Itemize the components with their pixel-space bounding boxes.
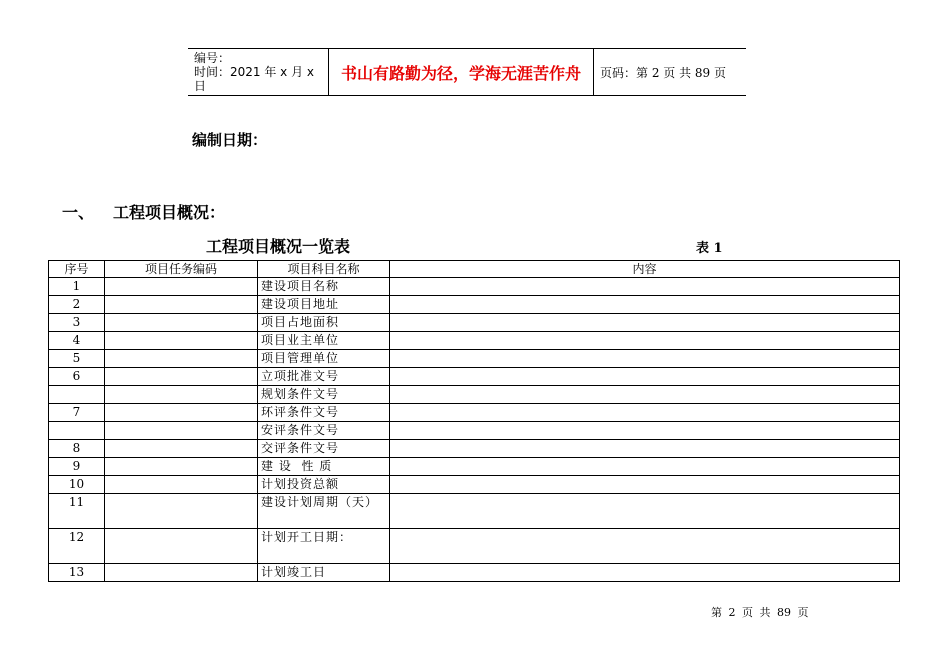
- compile-date-label: 编制日期：: [192, 131, 268, 149]
- table-title: 工程项目概况一览表: [206, 237, 351, 256]
- row-code: [105, 440, 258, 458]
- row-index: [49, 422, 105, 440]
- table-row: [49, 458, 900, 476]
- row-index: 11: [49, 494, 105, 529]
- row-name: 项目占地面积: [258, 314, 390, 332]
- row-name: 规划条件文号: [258, 386, 390, 404]
- table-row: [49, 350, 900, 368]
- row-name: 建设计划周期（天）: [258, 494, 390, 529]
- row-content: [390, 458, 900, 476]
- table-row: [49, 296, 900, 314]
- row-name: 立项批准文号: [258, 368, 390, 386]
- row-content: [390, 476, 900, 494]
- row-content: [390, 404, 900, 422]
- row-code: [105, 404, 258, 422]
- row-code: [105, 494, 258, 529]
- row-index: 7: [49, 404, 105, 422]
- row-code: [105, 314, 258, 332]
- row-name: 项目业主单位: [258, 332, 390, 350]
- header-page-info: 页码：第 2 页 共 89 页: [600, 65, 726, 80]
- table-row: [49, 332, 900, 350]
- table-row: [49, 476, 900, 494]
- header-index: 序号: [49, 261, 105, 278]
- table-row: [49, 440, 900, 458]
- row-content: [390, 564, 900, 582]
- page-footer: 第 2 页 共 89 页: [711, 606, 809, 619]
- project-overview-table: [48, 260, 900, 582]
- row-code: [105, 278, 258, 296]
- row-name: 建设项目名称: [258, 278, 390, 296]
- row-code: [105, 350, 258, 368]
- row-code: [105, 386, 258, 404]
- row-content: [390, 529, 900, 564]
- section-number: 一、: [62, 203, 95, 222]
- row-code: [105, 564, 258, 582]
- row-index: 4: [49, 332, 105, 350]
- header-info: [188, 49, 329, 95]
- row-content: [390, 314, 900, 332]
- row-name: 建设项目地址: [258, 296, 390, 314]
- table-row: [49, 564, 900, 582]
- row-code: [105, 368, 258, 386]
- row-content: [390, 386, 900, 404]
- table-number: 表 1: [696, 241, 723, 256]
- row-index: 8: [49, 440, 105, 458]
- row-name: 安评条件文号: [258, 422, 390, 440]
- row-code: [105, 458, 258, 476]
- row-index: 5: [49, 350, 105, 368]
- row-index: 2: [49, 296, 105, 314]
- table-row: [49, 404, 900, 422]
- header-task-code: 项目任务编码: [105, 261, 258, 278]
- section-title: 工程项目概况：: [113, 203, 226, 222]
- row-index: 9: [49, 458, 105, 476]
- row-name: 计划开工日期：: [258, 529, 390, 564]
- row-name: 计划竣工日: [258, 564, 390, 582]
- row-index: 12: [49, 529, 105, 564]
- row-index: [49, 386, 105, 404]
- row-name: 项目管理单位: [258, 350, 390, 368]
- row-code: [105, 529, 258, 564]
- row-code: [105, 296, 258, 314]
- table-row: [49, 314, 900, 332]
- table-header-row: [49, 261, 900, 278]
- row-content: [390, 278, 900, 296]
- row-name: 环评条件文号: [258, 404, 390, 422]
- row-name: 交评条件文号: [258, 440, 390, 458]
- time-label: 时间：2021 年 x 月 x 日: [194, 65, 315, 93]
- number-label: 编号：: [194, 51, 231, 65]
- row-index: 6: [49, 368, 105, 386]
- table-row: [49, 278, 900, 296]
- row-content: [390, 296, 900, 314]
- table-row: [49, 422, 900, 440]
- row-code: [105, 422, 258, 440]
- row-content: [390, 368, 900, 386]
- header-content: 内容: [390, 261, 900, 278]
- page-header: [188, 48, 746, 96]
- table-row: [49, 368, 900, 386]
- row-name: 计划投资总额: [258, 476, 390, 494]
- row-content: [390, 350, 900, 368]
- row-index: 10: [49, 476, 105, 494]
- table-row: [49, 529, 900, 564]
- row-content: [390, 440, 900, 458]
- row-name: 建 设 性 质: [258, 458, 390, 476]
- header-subject-name: 项目科目名称: [258, 261, 390, 278]
- row-content: [390, 332, 900, 350]
- row-content: [390, 422, 900, 440]
- row-code: [105, 476, 258, 494]
- row-index: 3: [49, 314, 105, 332]
- row-code: [105, 332, 258, 350]
- row-index: 13: [49, 564, 105, 582]
- row-index: 1: [49, 278, 105, 296]
- table-row: [49, 386, 900, 404]
- row-content: [390, 494, 900, 529]
- header-motto: 书山有路勤为径，学海无涯苦作舟: [329, 49, 594, 95]
- table-row: [49, 494, 900, 529]
